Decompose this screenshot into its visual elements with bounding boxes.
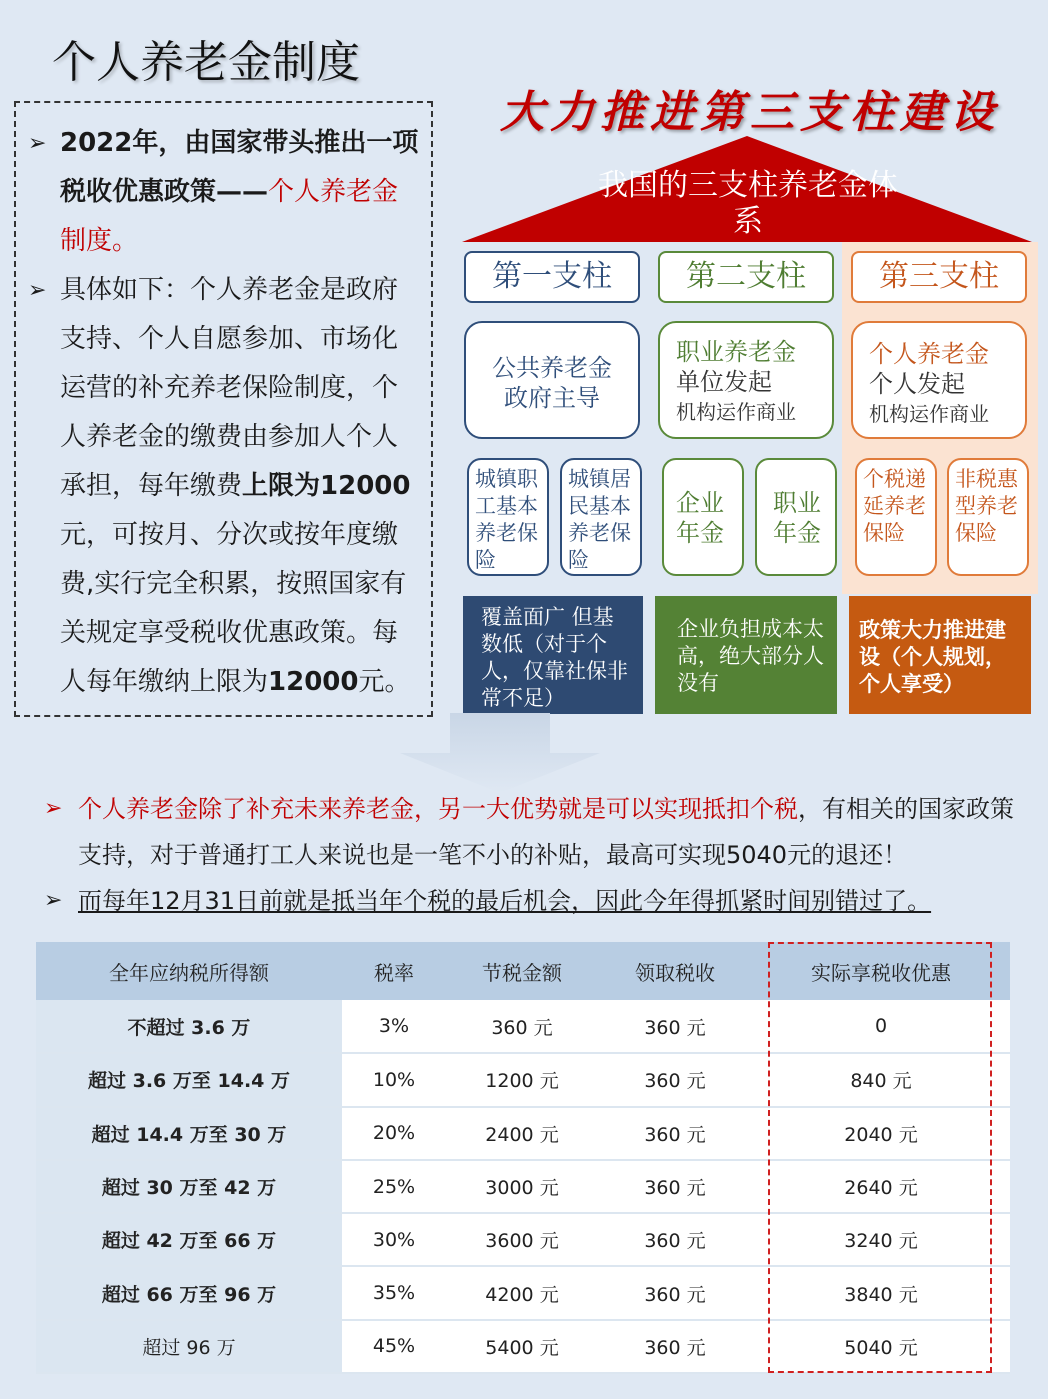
pillar-first-label: 第一支柱 — [464, 251, 640, 303]
intro-p2-bold-2: 12000 — [268, 667, 359, 697]
pillar-second-sub-2: 职业年金 — [755, 458, 837, 576]
pillar-first-sub-2: 城镇居民基本养老保险 — [560, 458, 642, 576]
pillar-third-foot: 政策大力推进建设（个人规划，个人享受） — [849, 596, 1031, 714]
table-header-row — [36, 942, 1010, 1000]
pillar-third-sub-1: 个税递延养老保险 — [855, 458, 937, 576]
intro-p2-text-b: 元，可按月、分次或按年度缴费,实行完全积累，按照国家有关规定享受税收优惠政策。每人每年缴纳上限为 — [60, 520, 407, 697]
table-cell: 360 元 — [598, 1107, 752, 1160]
arrow-bullet-icon: ➢ — [44, 888, 63, 913]
table-cell: 超过 30 万至 42 万 — [36, 1160, 342, 1213]
pillar-first-foot: 覆盖面广 但基数低（对于个人，仅靠社保非常不足） — [463, 596, 643, 714]
table-cell: 2640 元 — [752, 1160, 1010, 1213]
arrow-bullet-icon: ➢ — [28, 131, 47, 156]
intro-p1-text: 2022年，由国家带头推出一项税收优惠政策—— — [60, 128, 419, 207]
arrow-bullet-icon: ➢ — [28, 278, 47, 303]
pillar-second-label: 第二支柱 — [658, 251, 834, 303]
table-cell: 25% — [342, 1160, 446, 1213]
intro-p1-highlight: 个人养老金制度。 — [60, 177, 399, 256]
table-row — [36, 1266, 1010, 1319]
down-arrow-icon — [380, 713, 620, 793]
arrow-bullet-icon: ➢ — [44, 796, 63, 821]
intro-text-1 — [60, 119, 421, 266]
intro-p2-text-c: 元。 — [358, 667, 411, 697]
table-cell: 3% — [342, 1000, 446, 1053]
table-cell: 3240 元 — [752, 1213, 1010, 1266]
table-cell: 20% — [342, 1107, 446, 1160]
pillar-second-card-line2: 单位发起 — [676, 368, 772, 396]
pillar-third-card-line2: 个人发起 — [869, 370, 965, 398]
table-row — [36, 1053, 1010, 1106]
table-cell: 5400 元 — [446, 1320, 598, 1373]
table-cell: 5040 元 — [752, 1320, 1010, 1373]
pillar-second-sub-1: 企业年金 — [662, 458, 744, 576]
table-row — [36, 1160, 1010, 1213]
table-cell: 45% — [342, 1320, 446, 1373]
pillar-first-card-line2: 政府主导 — [504, 384, 600, 412]
table-cell: 2040 元 — [752, 1107, 1010, 1160]
page-title: 个人养老金制度 — [52, 37, 360, 88]
note-1-highlight: 个人养老金除了补充未来养老金，另一大优势就是可以实现抵扣个税 — [78, 795, 798, 823]
intro-p2-text: 具体如下：个人养老金是政府支持、个人自愿参加、市场化运营的补充养老保险制度，个人养老金的缴费由参加人个人承担，每年缴费 — [60, 275, 399, 501]
table-cell: 3000 元 — [446, 1160, 598, 1213]
pillar-third-card — [851, 321, 1027, 439]
table-cell: 840 元 — [752, 1053, 1010, 1106]
pillar-third-card-line1: 个人养老金 — [869, 340, 989, 368]
table-header-cell: 全年应纳税所得额 — [36, 942, 342, 1000]
table-cell: 360 元 — [598, 1320, 752, 1373]
table-row — [36, 1320, 1010, 1373]
table-cell: 360 元 — [446, 1000, 598, 1053]
intro-bullet-2 — [28, 266, 421, 707]
table-cell: 360 元 — [598, 1000, 752, 1053]
table-header-cell: 节税金额 — [446, 942, 598, 1000]
table-cell: 4200 元 — [446, 1266, 598, 1319]
intro-p2-bold: 上限为12000 — [242, 471, 411, 501]
table-cell: 30% — [342, 1213, 446, 1266]
pillar-third-sub-2: 非税惠型养老保险 — [947, 458, 1029, 576]
table-cell: 3840 元 — [752, 1266, 1010, 1319]
pillar-first-sub-1: 城镇职工基本养老保险 — [467, 458, 549, 576]
table-header-cell: 税率 — [342, 942, 446, 1000]
table-cell: 360 元 — [598, 1160, 752, 1213]
table-cell: 超过 96 万 — [36, 1320, 342, 1373]
intro-box — [14, 101, 433, 717]
pillar-third-label: 第三支柱 — [851, 251, 1027, 303]
pillar-second-card-line3: 机构运作商业 — [676, 400, 796, 424]
table-cell: 超过 42 万至 66 万 — [36, 1213, 342, 1266]
table-cell: 不超过 3.6 万 — [36, 1000, 342, 1053]
table-cell: 超过 14.4 万至 30 万 — [36, 1107, 342, 1160]
pillar-third-card-line3: 机构运作商业 — [869, 402, 989, 426]
table-row — [36, 1213, 1010, 1266]
table-header-cell: 实际享税收优惠 — [752, 942, 1010, 1000]
table-cell: 35% — [342, 1266, 446, 1319]
pillar-second-card-line1: 职业养老金 — [676, 338, 796, 366]
intro-text-2 — [60, 266, 421, 707]
pillar-first-card-line1: 公共养老金 — [492, 354, 612, 382]
table-cell: 1200 元 — [446, 1053, 598, 1106]
note-2-text: 而每年12月31日前就是抵当年个税的最后机会，因此今年得抓紧时间别错过了。 — [78, 887, 932, 915]
pillar-first-card — [464, 321, 640, 439]
table-row — [36, 1000, 1010, 1053]
note-1 — [44, 786, 1034, 878]
note-1-text — [78, 786, 1034, 878]
roof-text: 我国的三支柱养老金体系 — [598, 168, 898, 239]
pillar-second-card — [658, 321, 834, 439]
table-cell: 超过 3.6 万至 14.4 万 — [36, 1053, 342, 1106]
table-row — [36, 1107, 1010, 1160]
table-cell: 360 元 — [598, 1053, 752, 1106]
table-cell: 3600 元 — [446, 1213, 598, 1266]
note-2 — [44, 878, 1034, 924]
notes-section — [44, 786, 1034, 924]
tax-table — [36, 942, 1010, 1374]
note-1-rest: ，有相关的国家政策支持，对于普通打工人来说也是一笔不小的补贴，最高可实现5040元的退还！ — [78, 795, 1014, 869]
headline: 大力推进第三支柱建设 — [500, 87, 1000, 138]
table-cell: 0 — [752, 1000, 1010, 1053]
table-header-cell: 领取税收 — [598, 942, 752, 1000]
table-cell: 2400 元 — [446, 1107, 598, 1160]
table-cell: 360 元 — [598, 1266, 752, 1319]
table-cell: 360 元 — [598, 1213, 752, 1266]
intro-bullet-1 — [28, 119, 421, 266]
table-cell: 超过 66 万至 96 万 — [36, 1266, 342, 1319]
table-cell: 10% — [342, 1053, 446, 1106]
pillar-second-foot: 企业负担成本太高，绝大部分人没有 — [655, 596, 837, 714]
